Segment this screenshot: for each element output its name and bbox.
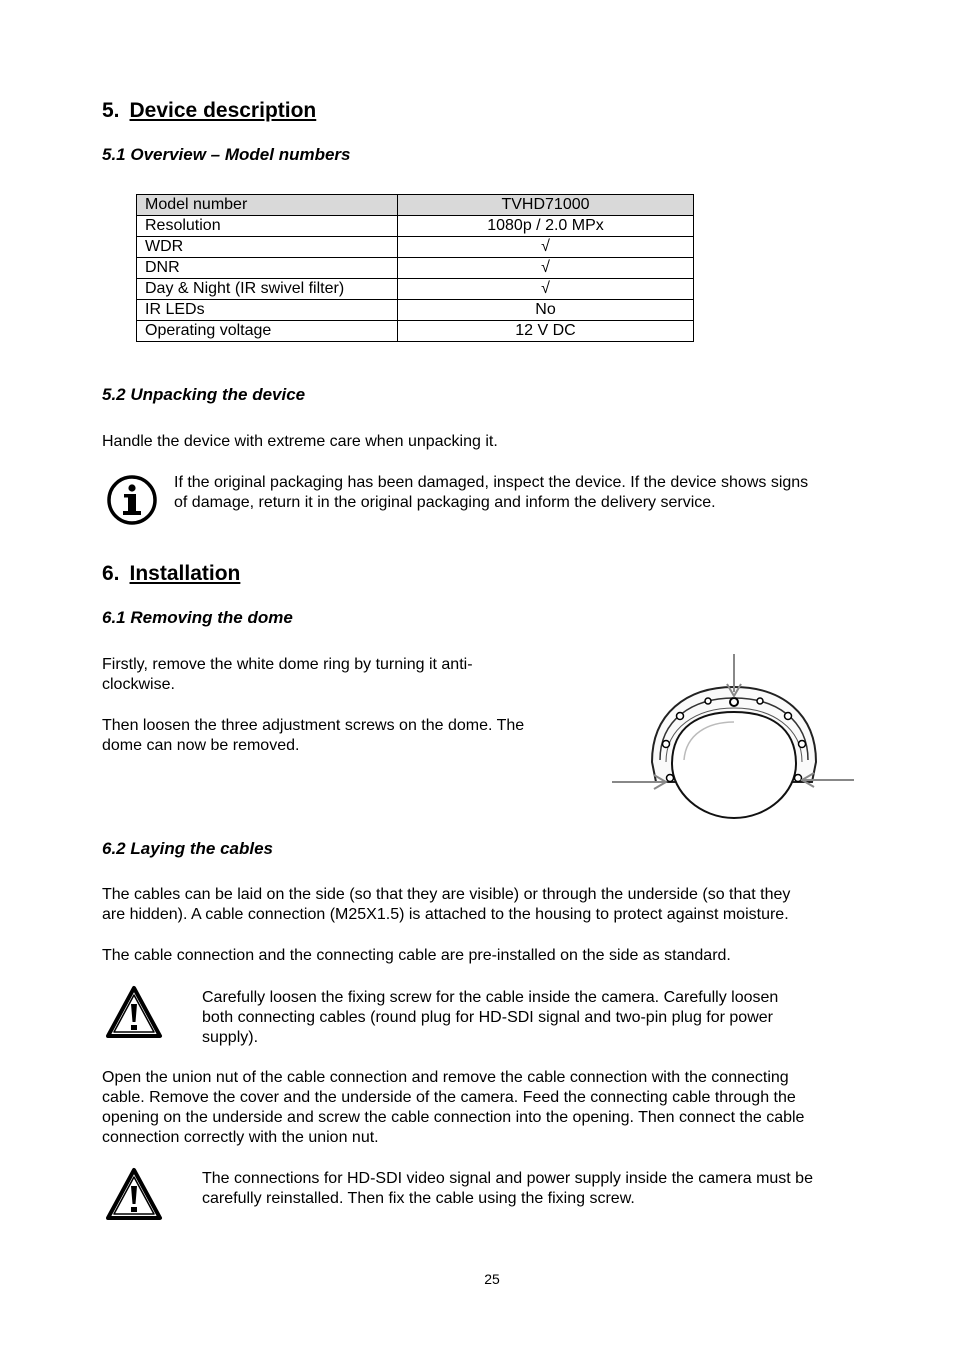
paragraph-line: Open the union nut of the cable connection and remove the cable connection with the connecting — [102, 1069, 789, 1086]
model-specs-table — [136, 194, 694, 342]
table-row — [137, 279, 694, 300]
section-5-title: Device description — [129, 99, 317, 122]
table-row — [137, 300, 694, 321]
info-icon — [106, 474, 158, 526]
section-5-number: 5. — [102, 99, 120, 122]
paragraph-line: cable. Remove the cover and the underside of the camera. Feed the connecting cable through the — [102, 1089, 796, 1106]
page-number: 25 — [484, 1271, 500, 1287]
paragraph-line: opening on the underside and screw the cable connection into the opening. Then connect the cable — [102, 1109, 805, 1126]
cables-paragraph-2: The cable connection and the connecting cable are pre-installed on the side as standard. — [102, 947, 731, 964]
table-cell-value: No — [398, 300, 694, 321]
cables-paragraph-3 — [102, 1068, 804, 1148]
paragraph-line: are hidden). A cable connection (M25X1.5) is attached to the housing to protect against moisture. — [102, 906, 789, 923]
table-row — [137, 258, 694, 279]
warning-note-line: The connections for HD-SDI video signal and power supply inside the camera must be — [202, 1170, 813, 1187]
section-5-heading — [102, 99, 316, 123]
dome-camera-illustration — [608, 652, 858, 824]
paragraph-line: clockwise. — [102, 676, 175, 693]
warning-note-line: carefully reinstalled. Then fix the cable using the fixing screw. — [202, 1190, 635, 1207]
paragraph-line: dome can now be removed. — [102, 737, 300, 754]
subsection-6-1-heading: 6.1 Removing the dome — [102, 608, 293, 627]
table-cell-label: Model number — [137, 195, 398, 216]
table-cell-value: 1080p / 2.0 MPx — [398, 216, 694, 237]
table-cell-label: DNR — [137, 258, 398, 279]
table-cell-label: Operating voltage — [137, 321, 398, 342]
warning-note-line: both connecting cables (round plug for HD-SDI signal and two-pin plug for power — [202, 1009, 773, 1026]
dome-paragraph-1 — [102, 655, 473, 695]
unpacking-paragraph: Handle the device with extreme care when unpacking it. — [102, 433, 498, 450]
section-6-title: Installation — [129, 562, 241, 585]
table-cell-value: TVHD71000 — [398, 195, 694, 216]
subsection-6-2-heading: 6.2 Laying the cables — [102, 839, 274, 858]
subsection-5-2-heading: 5.2 Unpacking the device — [102, 385, 306, 404]
warning-icon — [104, 984, 164, 1040]
warning-note-2 — [202, 1169, 813, 1209]
paragraph-line: Then loosen the three adjustment screws on the dome. The — [102, 717, 525, 734]
table-row — [137, 321, 694, 342]
info-note-line: of damage, return it in the original packaging and inform the delivery service. — [174, 494, 716, 511]
info-note — [174, 473, 808, 513]
subsection-5-1-heading: 5.1 Overview – Model numbers — [102, 145, 351, 164]
table-cell-label: WDR — [137, 237, 398, 258]
dome-paragraph-2 — [102, 716, 524, 756]
warning-note-1 — [202, 988, 778, 1048]
paragraph-line: The cables can be laid on the side (so that they are visible) or through the underside (so that they — [102, 886, 791, 903]
table-cell-value: √ — [398, 279, 694, 300]
table-cell-value: 12 V DC — [398, 321, 694, 342]
section-6-number: 6. — [102, 562, 120, 585]
warning-note-line: supply). — [202, 1029, 259, 1046]
table-cell-label: IR LEDs — [137, 300, 398, 321]
table-row — [137, 237, 694, 258]
paragraph-line: Firstly, remove the white dome ring by turning it anti- — [102, 656, 473, 673]
table-cell-value: √ — [398, 237, 694, 258]
table-row — [137, 216, 694, 237]
table-cell-value: √ — [398, 258, 694, 279]
section-6-heading — [102, 562, 240, 586]
warning-note-line: Carefully loosen the fixing screw for the cable inside the camera. Carefully loosen — [202, 989, 779, 1006]
cables-paragraph-1 — [102, 885, 790, 925]
table-row — [137, 195, 694, 216]
table-cell-label: Resolution — [137, 216, 398, 237]
paragraph-line: connection correctly with the union nut. — [102, 1129, 379, 1146]
info-note-line: If the original packaging has been damaged, inspect the device. If the device shows signs — [174, 474, 809, 491]
warning-icon — [104, 1166, 164, 1222]
table-cell-label: Day & Night (IR swivel filter) — [137, 279, 398, 300]
